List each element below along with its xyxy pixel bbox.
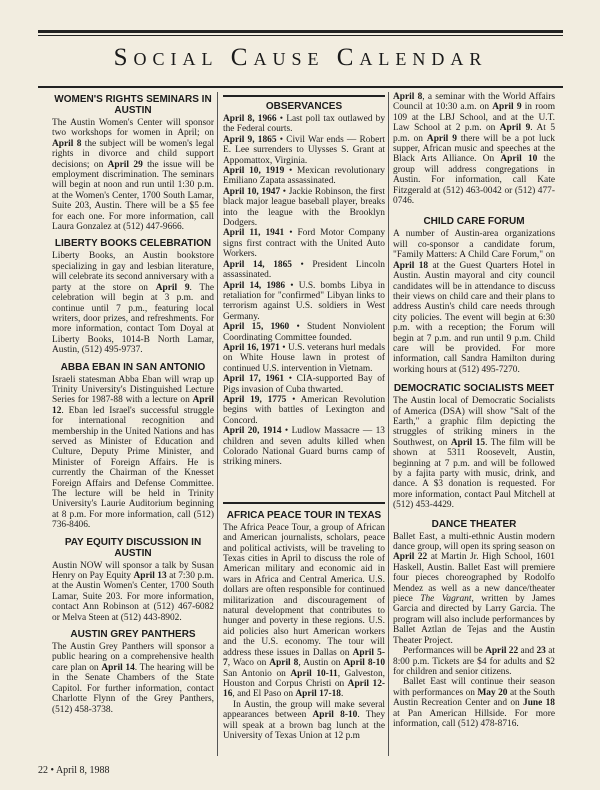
column-divider: [217, 92, 218, 756]
section-title: ABBA EBAN IN SAN ANTONIO: [60, 361, 206, 373]
page-footer: 22 • April 8, 1988: [38, 765, 110, 776]
section-title: DEMOCRATIC SOCIALISTS MEET: [393, 383, 555, 395]
column-left: [52, 92, 214, 715]
page-title: Social Cause Calendar: [113, 44, 488, 71]
section-body: The Austin Women's Center will sponsor two workshops for women in April; on April 8 the subject will be women's legal rights in divorce and child support decisions; on April 29 the issue will be employment discrimination. The seminars will begin at noon and run until 1:30 p.m. at the Women's Center, 1700 South Lamar, Suite 203, Austin. There will be a $5 fee for each one. For more information, call Laura Gonzalez at (512) 447-9666.: [52, 118, 214, 233]
section-title: LIBERTY BOOKS CELEBRATION: [54, 238, 212, 250]
section-body: The Austin local of Democratic Socialists of America (DSA) will show "Salt of the Earth," a graphic film depicting the struggles of striking miners in the Southwest, on April 15. The film will be shown at 5311 Roosevelt, Austin, beginning at 7 p.m. and will be followed by a fajita party with music, drink, and dance. A $3 donation is requested. For more information, contact Paul Mitchell at (512) 453-4429.: [393, 396, 556, 511]
observance-item: April 10, 1947 • Jackie Robinson, the first black major league baseball player, breaks into the league with the Brooklyn Dodgers.: [223, 186, 385, 229]
observance-item: April 10, 1919 • Mexican revolutionary Emiliano Zapata assassinated.: [223, 166, 385, 187]
column-middle: [223, 92, 385, 741]
section-body: The Austin Grey Panthers will sponsor a public hearing on a comprehensive health care plan on April 14. The hearing will be in the Senate Chambers of the State Capitol. For further information, contact Charlotte Flynn of the Grey Panthers, (512) 458-3738.: [52, 642, 214, 715]
observances-list: [223, 114, 385, 468]
observance-item: April 9, 1865 • Civil War ends — Robert E. Lee surrenders to Ulysses S. Grant at Appomattox, Virginia.: [223, 134, 386, 166]
africa-tour-section: [223, 502, 385, 742]
section-title: OBSERVANCES: [265, 101, 343, 112]
observance-item: April 14, 1865 • President Lincoln assassinated.: [223, 259, 385, 281]
observance-item: April 19, 1775 • American Revolution begins with battles of Lexington and Concord.: [223, 394, 386, 426]
column-right: [393, 92, 555, 729]
section-title: CHILD CARE FORUM: [423, 216, 525, 228]
section-body: April 8, a seminar with the World Affairs Council at 10:30 a.m. on April 9 in room 109 at the LBJ School, and at the U.T. Law School at 2 p.m. on April 9. At 5 p.m. on April 9 there will be a pot luck supper, African music and speeches at the Black Arts Alliance. On April 10 the group will address congregations in Austin. For information, call Kate Fitzgerald at (512) 463-0042 or (512) 477-0746.: [393, 92, 556, 207]
observance-item: April 16, 1971 • U.S. veterans hurl medals on White House lawn in protest of continued U.S. intervention in Vietnam.: [223, 342, 386, 374]
top-rule-thin: [38, 35, 563, 36]
observance-item: April 20, 1914 • Ludlow Massacre — 13 children and seven adults killed when Colorado National Guard burns camp of striking miners.: [223, 426, 385, 468]
section-title: WOMEN'S RIGHTS SEMINARS IN AUSTIN: [54, 94, 212, 116]
section-body: Liberty Books, an Austin bookstore specializing in gay and lesbian literature, will celebrate its second anniversary with a party at the store on April 9. The celebration will begin at 3 p.m. and continue until 7 p.m., featuring local writers, door prizes, and refreshments. For more information, contact Tom Doyal at Liberty Books, 1014-B North Lamar, Austin, (512) 495-9737.: [52, 251, 214, 356]
section-title: AFRICA PEACE TOUR IN TEXAS: [226, 509, 382, 521]
observance-item: April 11, 1941 • Ford Motor Company signs first contract with the United Auto Workers.: [223, 228, 386, 260]
top-rule: [38, 30, 563, 33]
section-body: In Austin, the group will make several appearances between April 8-10. They will speak at a brown bag lunch at the University of Texas Union at 12 p.m: [223, 699, 386, 741]
observance-item: April 17, 1961 • CIA-supported Bay of Pigs invasion of Cuba thwarted.: [223, 374, 386, 395]
column-divider: [388, 92, 389, 756]
section-body: The Africa Peace Tour, a group of African and American journalists, scholars, peace and political activists, will be traveling to Texas cities in April to discuss the role of American military and economic aid in wars in Africa and Central America. U.S. dollars are often responsible for continued militarization and discouragement of natural development that contributes to hunger and poverty in these regions. U.S. aid policies also hurt American workers and the U.S. economy. The tour will address these issues in Dallas on April 5-7, Waco on April 8, Austin on April 8-10 San Antonio on April 10-11, Galveston, Houston and Corpus Christi on April 12-16, and El Paso on April 17-18.: [223, 522, 386, 700]
observance-item: April 8, 1966 • Last poll tax outlawed by the Federal courts.: [223, 114, 386, 135]
section-body: Israeli statesman Abba Eban will wrap up Trinity University's Distinguished Lecture Series for 1987-88 with a lecture on April 12. Eban led Israel's successful struggle for international recognition and membership in the United Nations and has served as Minister of Education and Culture, Deputy Prime Minister, and Minister of Foreign Affairs. He is currently the Chairman of the Knesset Foreign Affairs and Defense Committee. The lecture will be held in Trinity University's Laurie Auditorium beginning at 8 p.m. For more information, call (512) 736-8406.: [52, 374, 214, 531]
observance-item: April 14, 1986 • U.S. bombs Libya in retaliation for "confirmed" Libyan links to terrorism against U.S. soldiers in West Germany.: [223, 280, 385, 322]
observance-item: April 15, 1960 • Student Nonviolent Coordinating Committee founded.: [223, 322, 385, 343]
section-title: PAY EQUITY DISCUSSION IN AUSTIN: [64, 536, 202, 559]
section-title: AUSTIN GREY PANTHERS: [70, 629, 196, 641]
header-rule: [38, 86, 563, 88]
section-body: Ballet East, a multi-ethnic Austin modern dance group, will open its spring season on April 22 at Martin Jr. High School, 1601 Haskell, Austin. Ballet East will premiere four pieces choreographed by Rodolfo Mendez as well as a new dance/theater piece The Vagrant, written by James Garcia and directed by Larry Garcia. The program will also include performances by Ballet Aztlan de Tejas and the Austin Theater Project.: [393, 531, 555, 646]
observances-rule: [223, 95, 385, 97]
section-body: Performances will be April 22 and 23 at 8:00 p.m. Tickets are $4 for adults and $2 for children and senior citizens.: [393, 646, 555, 677]
section-body: A number of Austin-area organizations will co-sponsor a candidate forum, "Family Matters: A Child Care Forum," on April 18 at the Guest Quarters Hotel in Austin. Austin mayoral and city council candidates will be in attendance to discuss their views on child care and their plans to address Austin's child care needs through city policies. The event will begin at 6:30 p.m. with a reception; the Forum will begin at 7 p.m. and run until 9 p.m. Child care will be provided. For more information, call Sandra Hamilton during working hours at (512) 495-7270.: [393, 229, 555, 375]
section-body: Austin NOW will sponsor a talk by Susan Henry on Pay Equity April 13 at 7:30 p.m. at the Austin Women's Center, 1700 South Lamar, Suite 203. For more information, contact Ann Robinson at (512) 467-6082 or Melva Steen at (512) 443-8902.: [52, 560, 214, 623]
section-title: DANCE THEATER: [431, 518, 517, 530]
section-body: Ballet East will continue their season with performances on May 20 at the South Austin Recreation Center and on June 18 at Pan American Hillside. For more information, call (512) 478-8716.: [393, 677, 555, 729]
